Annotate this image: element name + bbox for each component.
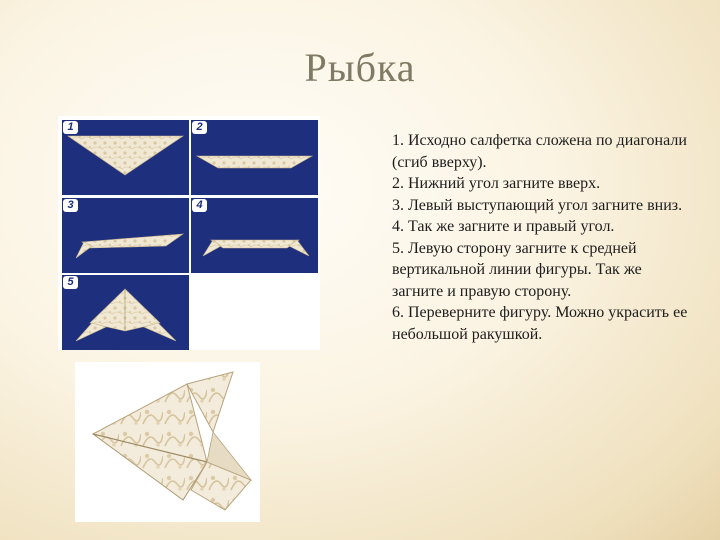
step-number-1: 1 (63, 121, 78, 134)
step-3-diagram (62, 198, 189, 273)
step-4-diagram (191, 198, 318, 273)
step-panel-2 (191, 120, 318, 195)
instructions-text (392, 130, 692, 345)
step-panel-1 (62, 120, 189, 195)
steps-grid (58, 116, 320, 350)
slide-title: Рыбка (304, 45, 416, 90)
step-number-4: 4 (192, 199, 207, 212)
instruction-step-6: 6. Переверните фигуру. Можно украсить ее небольшой ракушкой. (392, 304, 688, 343)
instruction-step-5: 5. Левую сторону загните к средней вертикальной линии фигуры. Так же загните и правую сторону. (392, 239, 642, 300)
finished-fish-photo (75, 362, 260, 522)
step-5-diagram (62, 275, 189, 350)
instruction-step-2: 2. Нижний угол загните вверх. (392, 175, 601, 192)
step-number-5: 5 (63, 276, 78, 289)
step-number-3: 3 (63, 199, 78, 212)
step-panel-3 (62, 198, 189, 273)
instruction-step-4: 4. Так же загните и правый угол. (392, 218, 615, 235)
instruction-step-1: 1. Исходно салфетка сложена по диагонали (сгиб вверху). (392, 132, 687, 171)
step-panel-4 (191, 198, 318, 273)
step-panel-5 (62, 275, 189, 350)
instruction-step-3: 3. Левый выступающий угол загните вниз. (392, 196, 683, 214)
step-1-diagram (62, 120, 189, 195)
step-number-2: 2 (192, 121, 207, 134)
origami-fish-image (75, 362, 260, 522)
step-2-diagram (191, 120, 318, 195)
